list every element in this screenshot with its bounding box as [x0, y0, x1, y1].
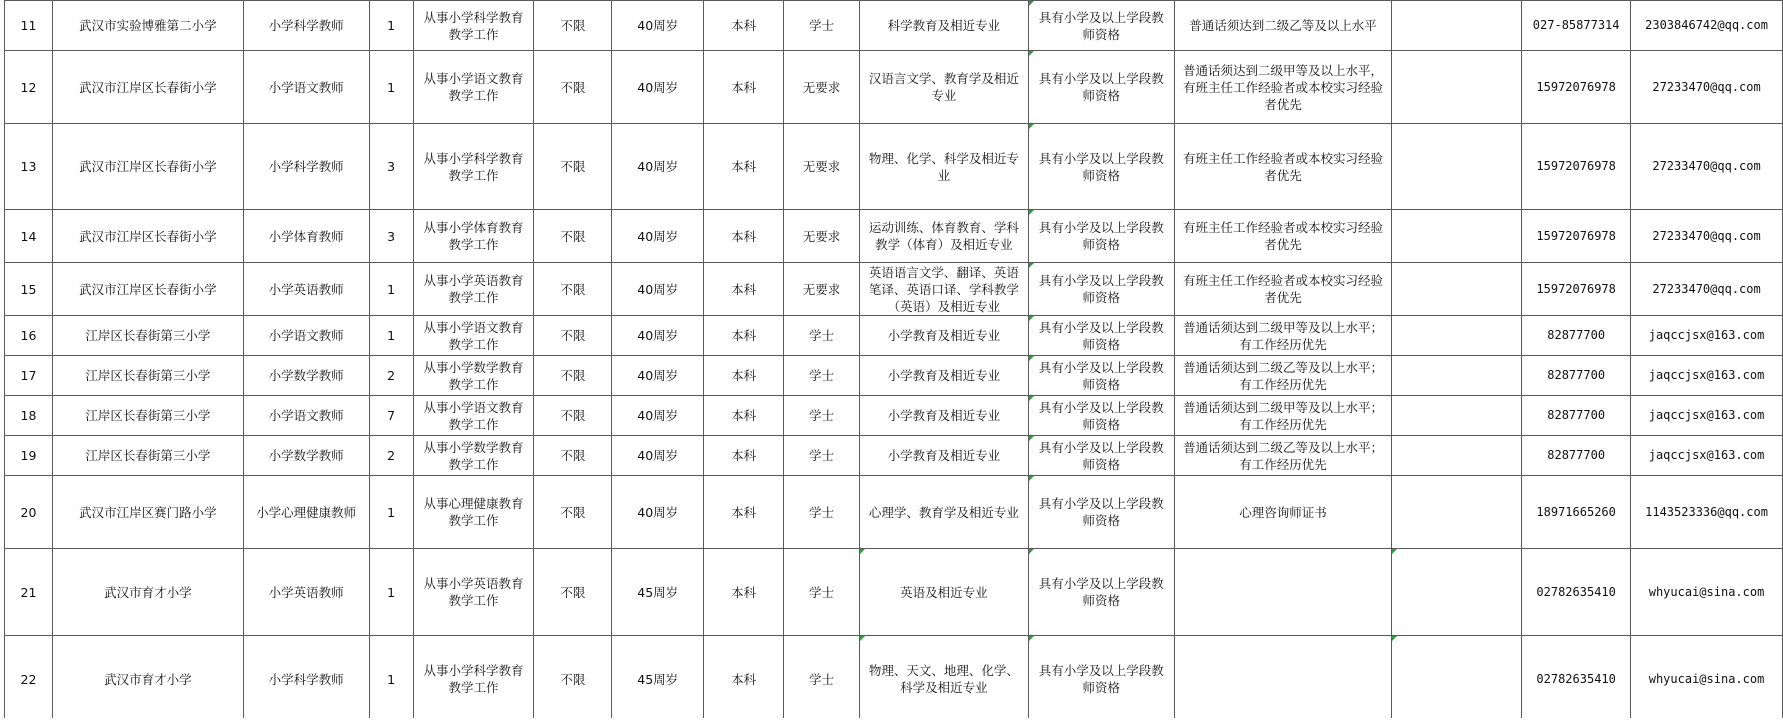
cell-school: 江岸区长春街第三小学 [52, 356, 243, 396]
cell-no: 14 [5, 210, 53, 263]
cell-gender: 不限 [534, 396, 612, 436]
cell-no: 17 [5, 356, 53, 396]
cell-certificate: 具有小学及以上学段教师资格 [1028, 549, 1174, 636]
cell-degree: 无要求 [784, 210, 860, 263]
cell-phone: 18971665260 [1522, 476, 1631, 549]
cell-duty: 从事小学语文教育教学工作 [413, 51, 534, 124]
table-row [5, 549, 1783, 636]
cell-note [1392, 1, 1522, 51]
cell-major: 汉语言文学、教育学及相近专业 [860, 51, 1029, 124]
cell-phone: 15972076978 [1522, 210, 1631, 263]
cell-age: 40周岁 [612, 396, 704, 436]
cell-gender: 不限 [534, 636, 612, 723]
cell-email: 27233470@qq.com [1631, 263, 1783, 316]
cell-degree: 学士 [784, 396, 860, 436]
table-row [5, 124, 1783, 210]
cell-school: 江岸区长春街第三小学 [52, 316, 243, 356]
cell-duty: 从事小学数学教育教学工作 [413, 356, 534, 396]
cell-duty: 从事心理健康教育教学工作 [413, 476, 534, 549]
cell-gender: 不限 [534, 356, 612, 396]
cell-email: jaqccjsx@163.com [1631, 316, 1783, 356]
cell-education: 本科 [704, 549, 784, 636]
cell-phone: 82877700 [1522, 396, 1631, 436]
cell-education: 本科 [704, 316, 784, 356]
cell-certificate: 具有小学及以上学段教师资格 [1028, 124, 1174, 210]
cell-degree: 学士 [784, 436, 860, 476]
cell-duty: 从事小学体育教育教学工作 [413, 210, 534, 263]
cell-major: 物理、化学、科学及相近专业 [860, 124, 1029, 210]
cell-other-requirements: 普通话须达到二级甲等及以上水平，有班主任工作经验者或本校实习经验者优先 [1174, 51, 1392, 124]
cell-phone: 02782635410 [1522, 636, 1631, 723]
cell-certificate: 具有小学及以上学段教师资格 [1028, 263, 1174, 316]
cell-gender: 不限 [534, 124, 612, 210]
cell-post: 小学英语教师 [243, 263, 369, 316]
cell-note [1392, 263, 1522, 316]
cell-other-requirements [1174, 636, 1392, 723]
cell-major: 小学教育及相近专业 [860, 356, 1029, 396]
cell-phone: 82877700 [1522, 356, 1631, 396]
cell-count: 2 [369, 436, 413, 476]
cell-no: 19 [5, 436, 53, 476]
table-row [5, 476, 1783, 549]
cell-degree: 学士 [784, 636, 860, 723]
cell-degree: 学士 [784, 476, 860, 549]
cell-phone: 82877700 [1522, 316, 1631, 356]
cell-other-requirements: 有班主任工作经验者或本校实习经验者优先 [1174, 124, 1392, 210]
cell-gender: 不限 [534, 51, 612, 124]
cell-education: 本科 [704, 476, 784, 549]
cell-no: 18 [5, 396, 53, 436]
cell-note [1392, 396, 1522, 436]
cell-school: 武汉市江岸区长春街小学 [52, 210, 243, 263]
table-row [5, 396, 1783, 436]
cell-age: 40周岁 [612, 263, 704, 316]
cell-school: 武汉市江岸区长春街小学 [52, 51, 243, 124]
cell-certificate: 具有小学及以上学段教师资格 [1028, 476, 1174, 549]
cell-count: 3 [369, 124, 413, 210]
cell-phone: 15972076978 [1522, 51, 1631, 124]
cell-no: 12 [5, 51, 53, 124]
cell-note [1392, 210, 1522, 263]
cell-no: 20 [5, 476, 53, 549]
cell-note [1392, 51, 1522, 124]
cell-major: 物理、天文、地理、化学、科学及相近专业 [860, 636, 1029, 723]
cell-school: 武汉市实验博雅第二小学 [52, 1, 243, 51]
cell-major: 小学教育及相近专业 [860, 316, 1029, 356]
cell-phone: 02782635410 [1522, 549, 1631, 636]
cell-major: 心理学、教育学及相近专业 [860, 476, 1029, 549]
cell-education: 本科 [704, 263, 784, 316]
cell-degree: 学士 [784, 1, 860, 51]
cell-email: 27233470@qq.com [1631, 124, 1783, 210]
cell-post: 小学科学教师 [243, 124, 369, 210]
cell-certificate: 具有小学及以上学段教师资格 [1028, 51, 1174, 124]
cell-education: 本科 [704, 1, 784, 51]
cell-count: 1 [369, 636, 413, 723]
table-row [5, 316, 1783, 356]
cell-note [1392, 476, 1522, 549]
cell-phone: 15972076978 [1522, 263, 1631, 316]
cell-duty: 从事小学数学教育教学工作 [413, 436, 534, 476]
cell-email: jaqccjsx@163.com [1631, 356, 1783, 396]
cell-certificate: 具有小学及以上学段教师资格 [1028, 316, 1174, 356]
cell-no: 21 [5, 549, 53, 636]
cell-school: 武汉市江岸区长春街小学 [52, 263, 243, 316]
cell-education: 本科 [704, 396, 784, 436]
cell-count: 2 [369, 356, 413, 396]
cell-degree: 学士 [784, 316, 860, 356]
cell-duty: 从事小学语文教育教学工作 [413, 396, 534, 436]
cell-school: 武汉市江岸区长春街小学 [52, 124, 243, 210]
cell-post: 小学语文教师 [243, 51, 369, 124]
cell-school: 武汉市江岸区赛门路小学 [52, 476, 243, 549]
cell-age: 40周岁 [612, 476, 704, 549]
cell-age: 40周岁 [612, 1, 704, 51]
cell-gender: 不限 [534, 1, 612, 51]
cell-email: 1143523336@qq.com [1631, 476, 1783, 549]
cell-gender: 不限 [534, 263, 612, 316]
cell-school: 江岸区长春街第三小学 [52, 436, 243, 476]
cell-education: 本科 [704, 436, 784, 476]
cell-post: 小学英语教师 [243, 549, 369, 636]
cell-email: jaqccjsx@163.com [1631, 436, 1783, 476]
cell-email: 2303846742@qq.com [1631, 1, 1783, 51]
table-row [5, 1, 1783, 51]
cell-other-requirements: 普通话须达到二级乙等及以上水平 [1174, 1, 1392, 51]
cell-major: 英语语言文学、翻译、英语笔译、英语口译、学科教学（英语）及相近专业 [860, 263, 1029, 316]
cell-certificate: 具有小学及以上学段教师资格 [1028, 210, 1174, 263]
table-row [5, 263, 1783, 316]
cell-count: 7 [369, 396, 413, 436]
cell-age: 40周岁 [612, 436, 704, 476]
cell-certificate: 具有小学及以上学段教师资格 [1028, 396, 1174, 436]
cell-major: 科学教育及相近专业 [860, 1, 1029, 51]
cell-age: 45周岁 [612, 549, 704, 636]
cell-note [1392, 636, 1522, 723]
cell-phone: 027-85877314 [1522, 1, 1631, 51]
table-row [5, 356, 1783, 396]
cell-gender: 不限 [534, 436, 612, 476]
cell-duty: 从事小学科学教育教学工作 [413, 124, 534, 210]
cell-no: 11 [5, 1, 53, 51]
cell-certificate: 具有小学及以上学段教师资格 [1028, 1, 1174, 51]
cell-count: 1 [369, 1, 413, 51]
recruitment-table [4, 0, 1783, 723]
cell-post: 小学语文教师 [243, 316, 369, 356]
cell-other-requirements: 普通话须达到二级乙等及以上水平；有工作经历优先 [1174, 436, 1392, 476]
cell-major: 英语及相近专业 [860, 549, 1029, 636]
cell-count: 1 [369, 549, 413, 636]
table-body [5, 1, 1783, 723]
cell-education: 本科 [704, 356, 784, 396]
cell-major: 小学教育及相近专业 [860, 436, 1029, 476]
cell-gender: 不限 [534, 210, 612, 263]
cell-other-requirements: 普通话须达到二级乙等及以上水平；有工作经历优先 [1174, 356, 1392, 396]
cell-gender: 不限 [534, 549, 612, 636]
cell-post: 小学数学教师 [243, 356, 369, 396]
cell-note [1392, 549, 1522, 636]
cell-duty: 从事小学科学教育教学工作 [413, 1, 534, 51]
cell-school: 江岸区长春街第三小学 [52, 396, 243, 436]
cell-email: 27233470@qq.com [1631, 210, 1783, 263]
cell-duty: 从事小学英语教育教学工作 [413, 549, 534, 636]
cell-email: whyucai@sina.com [1631, 549, 1783, 636]
table-row [5, 210, 1783, 263]
cell-major: 运动训练、体育教育、学科教学（体育）及相近专业 [860, 210, 1029, 263]
cell-count: 3 [369, 210, 413, 263]
cell-phone: 15972076978 [1522, 124, 1631, 210]
cell-note [1392, 316, 1522, 356]
cell-note [1392, 356, 1522, 396]
cell-degree: 学士 [784, 356, 860, 396]
cell-degree: 无要求 [784, 263, 860, 316]
cell-count: 1 [369, 476, 413, 549]
cell-age: 40周岁 [612, 316, 704, 356]
cell-duty: 从事小学科学教育教学工作 [413, 636, 534, 723]
cell-other-requirements: 有班主任工作经验者或本校实习经验者优先 [1174, 210, 1392, 263]
bottom-strip [0, 718, 1783, 724]
cell-age: 40周岁 [612, 356, 704, 396]
cell-education: 本科 [704, 51, 784, 124]
cell-note [1392, 436, 1522, 476]
cell-age: 40周岁 [612, 210, 704, 263]
cell-post: 小学科学教师 [243, 1, 369, 51]
cell-email: jaqccjsx@163.com [1631, 396, 1783, 436]
cell-other-requirements: 心理咨询师证书 [1174, 476, 1392, 549]
table-row [5, 636, 1783, 723]
cell-phone: 82877700 [1522, 436, 1631, 476]
cell-email: 27233470@qq.com [1631, 51, 1783, 124]
cell-other-requirements: 有班主任工作经验者或本校实习经验者优先 [1174, 263, 1392, 316]
cell-degree: 无要求 [784, 51, 860, 124]
cell-no: 15 [5, 263, 53, 316]
cell-post: 小学心理健康教师 [243, 476, 369, 549]
cell-education: 本科 [704, 636, 784, 723]
cell-duty: 从事小学语文教育教学工作 [413, 316, 534, 356]
cell-major: 小学教育及相近专业 [860, 396, 1029, 436]
cell-certificate: 具有小学及以上学段教师资格 [1028, 356, 1174, 396]
cell-degree: 无要求 [784, 124, 860, 210]
cell-degree: 学士 [784, 549, 860, 636]
cell-other-requirements: 普通话须达到二级甲等及以上水平；有工作经历优先 [1174, 316, 1392, 356]
cell-duty: 从事小学英语教育教学工作 [413, 263, 534, 316]
cell-note [1392, 124, 1522, 210]
cell-certificate: 具有小学及以上学段教师资格 [1028, 636, 1174, 723]
cell-no: 16 [5, 316, 53, 356]
table-row [5, 51, 1783, 124]
cell-school: 武汉市育才小学 [52, 636, 243, 723]
cell-count: 1 [369, 51, 413, 124]
cell-education: 本科 [704, 124, 784, 210]
cell-gender: 不限 [534, 476, 612, 549]
table-row [5, 436, 1783, 476]
cell-count: 1 [369, 316, 413, 356]
cell-age: 45周岁 [612, 636, 704, 723]
cell-education: 本科 [704, 210, 784, 263]
cell-school: 武汉市育才小学 [52, 549, 243, 636]
cell-count: 1 [369, 263, 413, 316]
cell-post: 小学语文教师 [243, 396, 369, 436]
cell-age: 40周岁 [612, 51, 704, 124]
cell-age: 40周岁 [612, 124, 704, 210]
cell-other-requirements [1174, 549, 1392, 636]
cell-post: 小学体育教师 [243, 210, 369, 263]
cell-gender: 不限 [534, 316, 612, 356]
cell-no: 22 [5, 636, 53, 723]
cell-other-requirements: 普通话须达到二级甲等及以上水平；有工作经历优先 [1174, 396, 1392, 436]
cell-post: 小学数学教师 [243, 436, 369, 476]
cell-no: 13 [5, 124, 53, 210]
cell-email: whyucai@sina.com [1631, 636, 1783, 723]
cell-certificate: 具有小学及以上学段教师资格 [1028, 436, 1174, 476]
cell-post: 小学科学教师 [243, 636, 369, 723]
